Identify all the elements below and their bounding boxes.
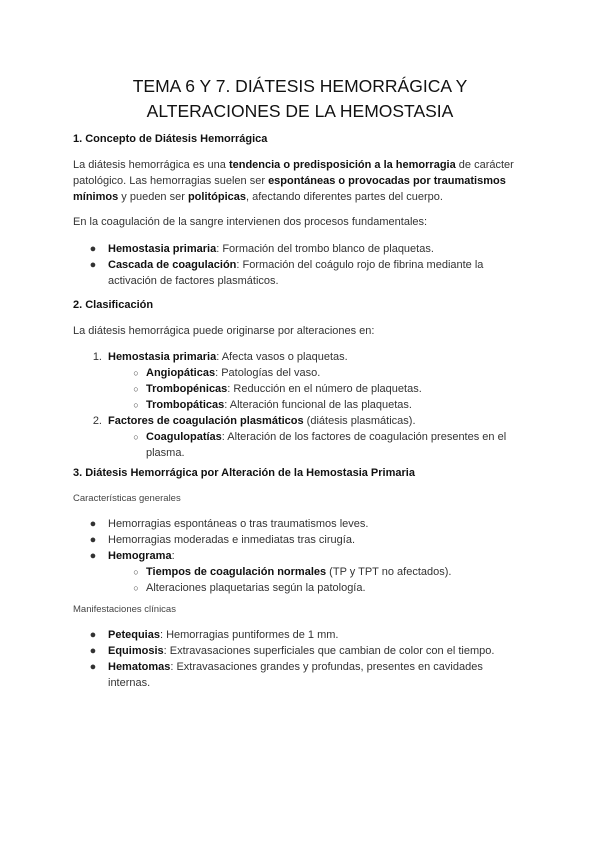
list-item-text: : Afecta vasos o plaquetas. bbox=[216, 351, 348, 363]
list-item-text: Hemorragias moderadas e inmediatas tras cirugía. bbox=[108, 534, 356, 546]
section-3-general-list bbox=[73, 516, 533, 596]
emphasis-text: politópicas bbox=[187, 191, 247, 203]
list-item-label: Hematomas bbox=[108, 661, 171, 673]
page-title bbox=[60, 74, 540, 124]
list-item bbox=[73, 548, 533, 564]
list-item bbox=[73, 659, 513, 691]
list-item bbox=[73, 241, 533, 257]
section-3-clinical-list bbox=[73, 627, 513, 691]
list-item-text: : Formación del coágulo rojo de fibrina mediante la activación de factores plasmáticos. bbox=[108, 259, 484, 287]
list-item-label: Cascada de coagulación bbox=[108, 259, 237, 271]
list-item bbox=[73, 381, 533, 397]
hollow-bullet-icon: ○ bbox=[133, 400, 139, 410]
list-item bbox=[73, 413, 533, 429]
title-line-2: ALTERACIONES DE LA HEMOSTASIA bbox=[146, 101, 454, 121]
section-1-list bbox=[73, 241, 533, 289]
list-item-label: Angiopáticas bbox=[146, 367, 216, 379]
list-item-text: (TP y TPT no afectados). bbox=[326, 566, 452, 578]
emphasis-text: espontáneas o provocadas por traumatismos mínimos bbox=[73, 175, 506, 203]
bullet-icon: ● bbox=[89, 645, 97, 657]
list-item-label: Hemostasia primaria bbox=[108, 243, 217, 255]
list-item-label: Trombopénicas bbox=[146, 383, 228, 395]
hollow-bullet-icon: ○ bbox=[133, 432, 139, 442]
list-item-label: Hemostasia primaria bbox=[108, 351, 217, 363]
list-item-label: Factores de coagulación plasmáticos bbox=[108, 415, 304, 427]
list-number: 2. bbox=[92, 415, 102, 427]
list-number: 1. bbox=[92, 351, 102, 363]
hollow-bullet-icon: ○ bbox=[133, 583, 139, 593]
bullet-icon: ● bbox=[89, 661, 97, 673]
section-1-intro: En la coagulación de la sangre intervienen dos procesos fundamentales: bbox=[73, 216, 428, 228]
title-line-1: TEMA 6 Y 7. DIÁTESIS HEMORRÁGICA Y bbox=[132, 76, 468, 96]
list-item-text: : Patologías del vaso. bbox=[215, 367, 321, 379]
bullet-icon: ● bbox=[89, 550, 97, 562]
list-item-text: : Extravasaciones grandes y profundas, presentes en cavidades internas. bbox=[108, 661, 483, 689]
list-item-label: Equimosis bbox=[108, 645, 164, 657]
list-item-text: : Extravasaciones superficiales que cambian de color con el tiempo. bbox=[163, 645, 495, 657]
list-item-text: : Reducción en el número de plaquetas. bbox=[227, 383, 422, 395]
list-item bbox=[73, 643, 513, 659]
section-2-heading: 2. Clasificación bbox=[73, 299, 154, 311]
section-3-subheading-clinical: Manifestaciones clínicas bbox=[73, 604, 176, 615]
list-item-label: Petequias bbox=[108, 629, 160, 641]
section-2-list bbox=[73, 349, 533, 461]
list-item-text: Alteraciones plaquetarias según la patología. bbox=[146, 582, 366, 594]
paragraph-text: La diátesis hemorrágica es una bbox=[73, 159, 229, 171]
list-item bbox=[73, 397, 533, 413]
list-item-text: : Alteración funcional de las plaquetas. bbox=[224, 399, 412, 411]
list-item bbox=[73, 516, 533, 532]
section-1-paragraph bbox=[73, 157, 528, 205]
list-item bbox=[73, 627, 513, 643]
paragraph-text: y pueden ser bbox=[118, 191, 188, 203]
hollow-bullet-icon: ○ bbox=[133, 384, 139, 394]
list-item-text: Hemorragias espontáneas o tras traumatismos leves. bbox=[108, 518, 369, 530]
list-item-label: Hemograma bbox=[108, 550, 172, 562]
hollow-bullet-icon: ○ bbox=[133, 368, 139, 378]
list-item-text: : Hemorragias puntiformes de 1 mm. bbox=[159, 629, 339, 641]
hollow-bullet-icon: ○ bbox=[133, 567, 139, 577]
list-item bbox=[73, 257, 533, 289]
list-item bbox=[73, 580, 533, 596]
list-item bbox=[73, 365, 533, 381]
list-item-text: : bbox=[171, 550, 175, 562]
section-2-intro: La diátesis hemorrágica puede originarse por alteraciones en: bbox=[73, 325, 375, 337]
list-item bbox=[73, 429, 533, 461]
section-3-subheading-general: Características generales bbox=[73, 493, 181, 504]
bullet-icon: ● bbox=[89, 243, 97, 255]
section-1-heading: 1. Concepto de Diátesis Hemorrágica bbox=[73, 133, 268, 145]
list-item-label: Tiempos de coagulación normales bbox=[146, 566, 327, 578]
list-item-text: (diátesis plasmáticas). bbox=[303, 415, 416, 427]
list-item-text: : Alteración de los factores de coagulación presentes en el plasma. bbox=[146, 431, 507, 459]
section-3-heading: 3. Diátesis Hemorrágica por Alteración de la Hemostasia Primaria bbox=[73, 467, 415, 479]
paragraph-text: , afectando diferentes partes del cuerpo. bbox=[246, 191, 443, 203]
list-item-text: : Formación del trombo blanco de plaquetas. bbox=[216, 243, 434, 255]
list-item bbox=[73, 349, 533, 365]
paragraph-text: de carácter patológico. Las hemorragias suelen ser bbox=[73, 159, 514, 187]
list-item bbox=[73, 532, 533, 548]
emphasis-text: tendencia o predisposición a la hemorragia bbox=[228, 159, 456, 171]
list-item-label: Trombopáticas bbox=[146, 399, 225, 411]
list-item bbox=[73, 564, 533, 580]
bullet-icon: ● bbox=[89, 518, 97, 530]
bullet-icon: ● bbox=[89, 259, 97, 271]
list-item-label: Coagulopatías bbox=[146, 431, 222, 443]
bullet-icon: ● bbox=[89, 629, 97, 641]
bullet-icon: ● bbox=[89, 534, 97, 546]
